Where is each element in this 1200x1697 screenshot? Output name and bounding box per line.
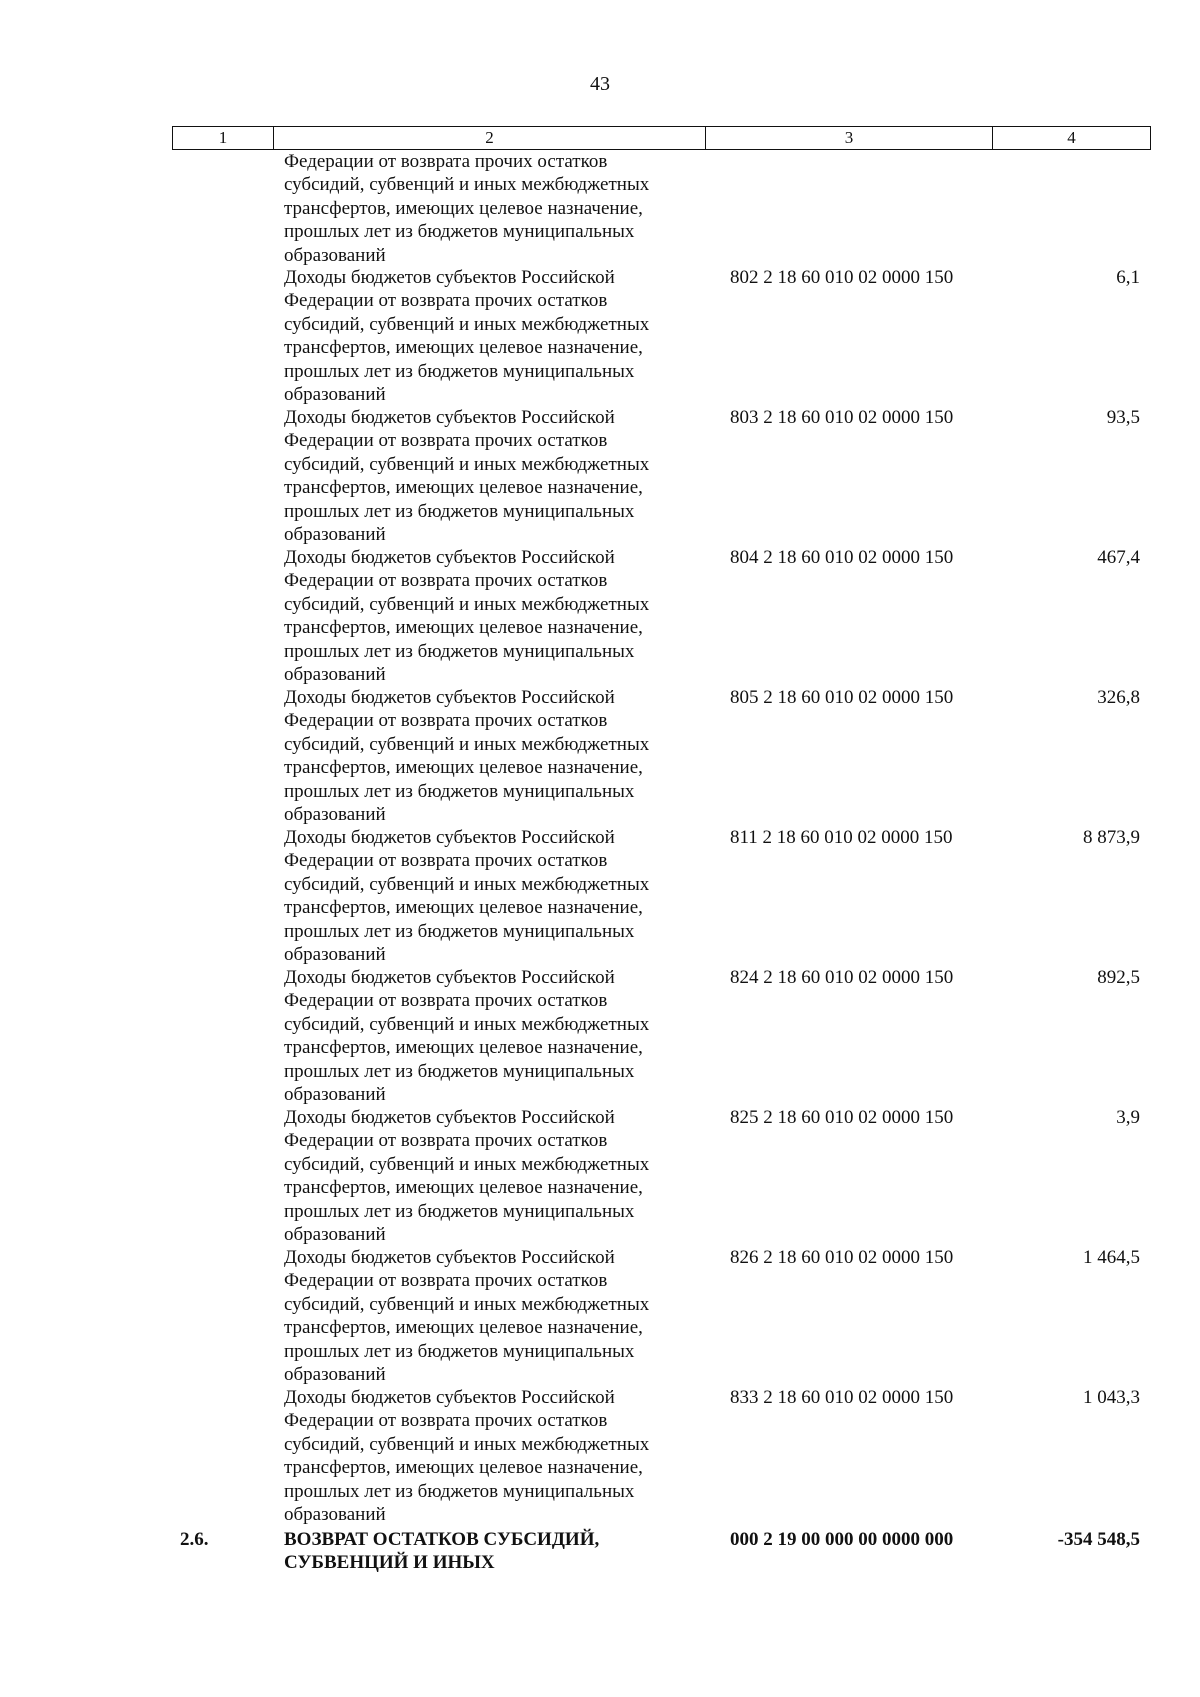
table-row: [0, 966, 1200, 1106]
table-row: [0, 1106, 1200, 1246]
row-code: 825 2 18 60 010 02 0000 150: [730, 1107, 954, 1128]
row-amount: 6,1: [1116, 267, 1140, 288]
table-header: [172, 126, 1151, 150]
row-code: 805 2 18 60 010 02 0000 150: [730, 687, 954, 708]
table-row: [0, 826, 1200, 966]
row-amount: 467,4: [1097, 547, 1140, 568]
row-code: 802 2 18 60 010 02 0000 150: [730, 267, 954, 288]
page-number: 43: [590, 73, 610, 95]
continuation-row: [0, 150, 1200, 266]
row-amount: 3,9: [1116, 1107, 1140, 1128]
column-header-4: 4: [1067, 128, 1076, 147]
column-header-3: 3: [706, 127, 993, 149]
table-row: [0, 406, 1200, 546]
continuation-text: Федерации от возврата прочих остатков субсидий, субвенций и иных межбюджетных трансфертов, имеющих целевое назначение, прошлых лет из бюджетов муниципальных образований: [284, 151, 650, 266]
row-amount: 1 464,5: [1083, 1247, 1140, 1268]
section-number: 2.6.: [180, 1529, 209, 1550]
table-row: [0, 1246, 1200, 1386]
column-header-2: 2: [274, 127, 706, 149]
row-name: Доходы бюджетов субъектов Российской Федерации от возврата прочих остатков субсидий, субвенций и иных межбюджетных трансфертов, имеющих целевое назначение, прошлых лет из бюджетов муниципальных образований: [284, 547, 650, 686]
row-name: Доходы бюджетов субъектов Российской Федерации от возврата прочих остатков субсидий, субвенций и иных межбюджетных трансфертов, имеющих целевое назначение, прошлых лет из бюджетов муниципальных образований: [284, 407, 650, 546]
section-amount: -354 548,5: [1057, 1529, 1140, 1550]
row-code: 824 2 18 60 010 02 0000 150: [730, 967, 954, 988]
row-code: 803 2 18 60 010 02 0000 150: [730, 407, 954, 428]
row-code: 826 2 18 60 010 02 0000 150: [730, 1247, 954, 1268]
row-amount: 892,5: [1097, 967, 1140, 988]
table-row: [0, 546, 1200, 686]
column-header-1: 1: [173, 127, 274, 149]
table-body: [0, 150, 1200, 1526]
row-code: 811 2 18 60 010 02 0000 150: [730, 827, 953, 848]
row-code: 804 2 18 60 010 02 0000 150: [730, 547, 954, 568]
row-code: 833 2 18 60 010 02 0000 150: [730, 1387, 954, 1408]
table-row: [0, 266, 1200, 406]
row-name: Доходы бюджетов субъектов Российской Федерации от возврата прочих остатков субсидий, субвенций и иных межбюджетных трансфертов, имеющих целевое назначение, прошлых лет из бюджетов муниципальных образований: [284, 1107, 650, 1246]
table-row: [0, 686, 1200, 826]
section-code: 000 2 19 00 000 00 0000 000: [730, 1529, 954, 1550]
row-name: Доходы бюджетов субъектов Российской Федерации от возврата прочих остатков субсидий, субвенций и иных межбюджетных трансфертов, имеющих целевое назначение, прошлых лет из бюджетов муниципальных образований: [284, 687, 650, 826]
row-name: Доходы бюджетов субъектов Российской Федерации от возврата прочих остатков субсидий, субвенций и иных межбюджетных трансфертов, имеющих целевое назначение, прошлых лет из бюджетов муниципальных образований: [284, 267, 650, 406]
row-amount: 8 873,9: [1083, 827, 1140, 848]
row-amount: 326,8: [1097, 687, 1140, 708]
row-name: Доходы бюджетов субъектов Российской Федерации от возврата прочих остатков субсидий, субвенций и иных межбюджетных трансфертов, имеющих целевое назначение, прошлых лет из бюджетов муниципальных образований: [284, 967, 650, 1106]
row-amount: 1 043,3: [1083, 1387, 1140, 1408]
row-name: Доходы бюджетов субъектов Российской Федерации от возврата прочих остатков субсидий, субвенций и иных межбюджетных трансфертов, имеющих целевое назначение, прошлых лет из бюджетов муниципальных образований: [284, 1247, 650, 1386]
section-title: ВОЗВРАТ ОСТАТКОВ СУБСИДИЙ, СУБВЕНЦИЙ И ИНЫХ: [284, 1529, 600, 1574]
table-row: [0, 1386, 1200, 1526]
row-amount: 93,5: [1106, 407, 1140, 428]
row-name: Доходы бюджетов субъектов Российской Федерации от возврата прочих остатков субсидий, субвенций и иных межбюджетных трансфертов, имеющих целевое назначение, прошлых лет из бюджетов муниципальных образований: [284, 1387, 650, 1526]
row-name: Доходы бюджетов субъектов Российской Федерации от возврата прочих остатков субсидий, субвенций и иных межбюджетных трансфертов, имеющих целевое назначение, прошлых лет из бюджетов муниципальных образований: [284, 827, 650, 966]
